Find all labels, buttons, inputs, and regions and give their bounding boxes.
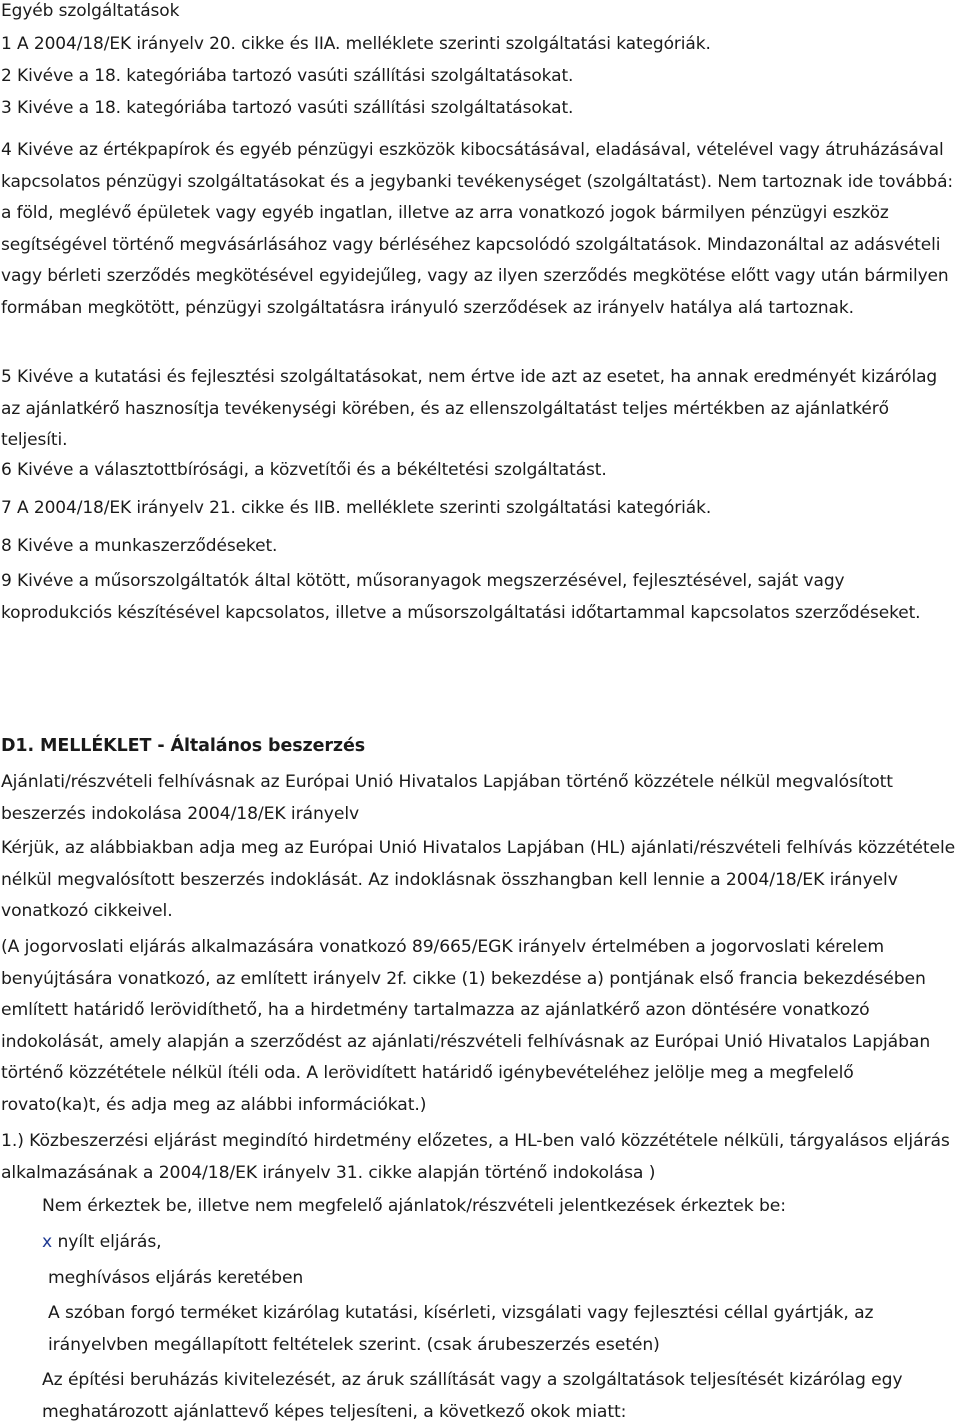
check-mark-icon: x (42, 1232, 53, 1252)
footnote-1: 1 A 2004/18/EK irányelv 20. cikke és IIA. melléklete szerinti szolgáltatási kategóriák. (1, 34, 711, 54)
footnote-6: 6 Kivéve a választottbírósági, a közvetítői és a békéltetési szolgáltatást. (1, 460, 607, 480)
footnote-9: 9 Kivéve a műsorszolgáltatók által kötött, műsoranyagok megszerzésével, fejlesztésével, saját vagy koprodukciós készítésével kapcsolatos, illetve a műsorszolgáltatási időtartammal kapcsolatos szerződéseket. (1, 571, 921, 623)
annex-heading: D1. MELLÉKLET - Általános beszerzés (1, 736, 366, 756)
invited-procedure-option: meghívásos eljárás keretében (48, 1268, 304, 1288)
footnote-5: 5 Kivéve a kutatási és fejlesztési szolgáltatásokat, nem értve ide azt az esetet, ha annak eredményét kizárólag az ajánlatkérő hasznosítja tevékenységi körében, és az ellenszolgáltatást teljes mértékben az ajánlatkérő teljesíti. (1, 367, 938, 451)
research-option: A szóban forgó terméket kizárólag kutatási, kísérleti, vizsgálati vagy fejlesztési céllal gyártják, az irányelvben megállapított feltételek szerint. (csak árubeszerzés esetén) (48, 1303, 874, 1355)
open-procedure-option (42, 1227, 956, 1259)
section-title: Egyéb szolgáltatások (1, 1, 180, 21)
remedy-paragraph: (A jogorvoslati eljárás alkalmazására vonatkozó 89/665/EGK irányelv értelmében a jogorvoslati kérelem benyújtására vonatkozó, az említett irányelv 2f. cikke (1) bekezdése a) pontjának első francia bekezdésében említett határidő lerövidíthető, ha a hirdetmény tartalmazza az ajánlatkérő azon döntésére vonatkozó indokolását, amely alapján a szerződést az ajánlati/részvételi felhívásnak az Európai Unió Hivatalos Lapjában történő közzététele nélkül ítéli oda. A lerövidített határidő igénybevételéhez jelölje meg a megfelelő rovato(ka)t, és adja meg az alábbi információkat.) (1, 937, 931, 1115)
footnote-7: 7 A 2004/18/EK irányelv 21. cikke és IIB. melléklete szerinti szolgáltatási kategóriák. (1, 498, 712, 518)
footnote-2: 2 Kivéve a 18. kategóriába tartozó vasúti szállítási szolgáltatásokat. (1, 66, 574, 86)
item-1: 1.) Közbeszerzési eljárást megindító hirdetmény előzetes, a HL-ben való közzététele nélküli, tárgyalásos eljárás alkalmazásának a 2004/18/EK irányelv 31. cikke alapján történő indokolása ) (1, 1131, 950, 1183)
footnote-4: 4 Kivéve az értékpapírok és egyéb pénzügyi eszközök kibocsátásával, eladásával, vételével vagy átruházásával kapcsolatos pénzügyi szolgáltatásokat és a jegybanki tevékenységet (szolgáltatást). Nem tartoznak ide továbbá: a föld, meglévő épületek vagy egyéb ingatlan, illetve az arra vonatkozó jogok bármilyen pénzügyi eszköz segítségével történő megvásárlásához vagy bérléséhez kapcsolódó szolgáltatások. Mindazonáltal az adásvételi vagy bérleti szerződés megkötésével egyidejűleg, vagy az ilyen szerződés megkötése előtt vagy után bármilyen formában megkötött, pénzügyi szolgáltatásra irányuló szerződések az irányelv hatálya alá tartoznak. (1, 140, 954, 318)
request-paragraph: Kérjük, az alábbiakban adja meg az Európai Unió Hivatalos Lapjában (HL) ajánlati/részvételi felhívás közzététele nélkül megvalósított beszerzés indoklását. Az indoklásnak összhangban kell lennie a 2004/18/EK irányelv vonatkozó cikkeivel. (1, 838, 956, 922)
footnote-3: 3 Kivéve a 18. kategóriába tartozó vasúti szállítási szolgáltatásokat. (1, 98, 574, 118)
open-procedure-label: nyílt eljárás, (57, 1232, 162, 1252)
annex-subtitle: Ajánlati/részvételi felhívásnak az Európai Unió Hivatalos Lapjában történő közzétele nélkül megvalósított beszerzés indokolása 2004/18/EK irányelv (1, 772, 893, 824)
no-offers-option: Nem érkeztek be, illetve nem megfelelő ajánlatok/részvételi jelentkezések érkeztek be: (42, 1196, 786, 1216)
single-provider-option: Az építési beruházás kivitelezését, az áruk szállítását vagy a szolgáltatások teljesítését kizárólag egy meghatározott ajánlattevő képes teljesíteni, a következő okok miatt: (42, 1370, 903, 1422)
footnote-8: 8 Kivéve a munkaszerződéseket. (1, 536, 278, 556)
